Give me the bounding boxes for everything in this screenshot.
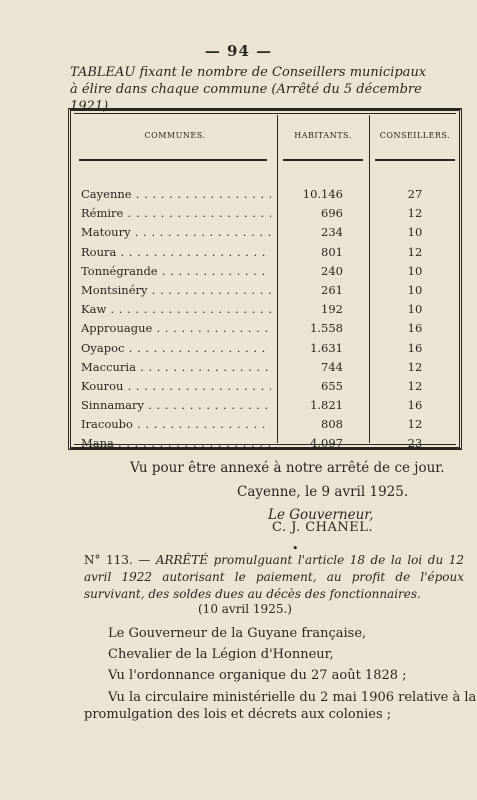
header-rule [79, 159, 267, 161]
habitants-value: 1.631 [310, 340, 343, 355]
conseillers-value: 10 [407, 225, 423, 240]
table-row [71, 262, 459, 281]
governor-title: Le Gouverneur, [268, 507, 374, 523]
conseillers-value: 16 [407, 340, 423, 355]
table-row [71, 434, 459, 453]
habitants-value: 4.097 [310, 436, 343, 451]
commune-name: Maccuria . . . [81, 358, 271, 377]
commune-name: Matoury . . . [81, 223, 271, 242]
habitants-value: 744 [321, 359, 343, 374]
communes-table [68, 108, 462, 450]
conseillers-value: 12 [407, 206, 423, 221]
conseillers-value: 10 [407, 302, 423, 317]
commune-name: Iracoubo . . . [81, 415, 271, 434]
header-communes: COMMUNES. [144, 131, 206, 140]
habitants-value: 808 [321, 417, 343, 432]
header-rule [283, 159, 363, 161]
conseillers-value: 12 [407, 417, 423, 432]
table-row [71, 281, 459, 300]
page-number: — 94 — [204, 42, 273, 60]
conseillers-value: 16 [407, 398, 423, 413]
table-row [71, 204, 459, 223]
habitants-value: 10.146 [302, 187, 343, 201]
caption-line-2: à élire dans chaque commune (Arrêté du 5 décembre 1921). [70, 82, 422, 114]
annex-text: Vu pour être annexé à notre arrêté de ce jour. [130, 460, 445, 476]
conseillers-value: 10 [407, 263, 423, 278]
table-row [71, 358, 459, 377]
place-date: Cayenne, le 9 avril 1925. [237, 484, 409, 500]
commune-name: Sinnamary . . . [81, 396, 271, 415]
commune-name: Oyapoc . . . [81, 339, 271, 358]
table-row [71, 185, 459, 204]
table-row [71, 319, 459, 338]
body-line-4: Vu la circulaire ministérielle du 2 mai 1906 relative à la [108, 690, 477, 705]
habitants-value: 655 [321, 378, 343, 393]
table-row [71, 339, 459, 358]
habitants-value: 696 [321, 206, 343, 221]
commune-name: Roura . . . [81, 243, 271, 262]
separator-mark: • [292, 542, 299, 555]
habitants-value: 1.558 [310, 321, 343, 336]
table-row [71, 223, 459, 242]
body-line-5: promulgation des lois et décrets aux colonies ; [84, 707, 392, 722]
table-row [71, 415, 459, 434]
commune-name: Approuague . . . [81, 319, 271, 338]
arrete-title: ARRÊTÉ promulguant l'article 18 de la loi du 12 avril 1922 autorisant le paiement, au profit de l'époux survivant, des soldes dues au décès des fonctionnaires. [84, 553, 464, 601]
commune-name: Rémire . . . [81, 204, 271, 223]
habitants-value: 192 [321, 302, 343, 317]
arrete-heading [84, 552, 464, 603]
caption-line-1: TABLEAU fixant le nombre de Conseillers municipaux [70, 65, 427, 80]
body-line-2: Chevalier de la Légion d'Honneur, [108, 647, 334, 662]
body-line-1: Le Gouverneur de la Guyane française, [108, 626, 367, 641]
commune-name: Kaw . . . [81, 300, 271, 319]
commune-name: Kourou . . . [81, 377, 271, 396]
conseillers-value: 23 [407, 436, 423, 451]
habitants-value: 1.821 [310, 398, 343, 413]
table-body [71, 185, 459, 454]
table-row [71, 377, 459, 396]
commune-name: Cayenne . . . [81, 185, 271, 204]
conseillers-value: 12 [407, 378, 423, 393]
table-row [71, 300, 459, 319]
table-row [71, 396, 459, 415]
conseillers-value: 16 [407, 321, 423, 336]
habitants-value: 234 [321, 225, 343, 240]
header-conseillers: CONSEILLERS. [379, 131, 451, 140]
conseillers-value: 10 [407, 282, 423, 297]
conseillers-value: 12 [407, 359, 423, 374]
arrete-number: N° 113. — [84, 553, 151, 567]
conseillers-value: 27 [407, 187, 423, 201]
habitants-value: 261 [321, 282, 343, 297]
habitants-value: 801 [321, 244, 343, 259]
commune-name: Montsinéry . . . [81, 281, 271, 300]
commune-name: Tonnégrande . . . [81, 262, 271, 281]
habitants-value: 240 [321, 263, 343, 278]
conseillers-value: 12 [407, 244, 423, 259]
header-rule [375, 159, 455, 161]
table-row [71, 243, 459, 262]
commune-name: Mana . . . [81, 434, 271, 453]
header-habitants: HABITANTS. [294, 131, 352, 140]
arrete-date: (10 avril 1925.) [198, 602, 292, 616]
body-line-3: Vu l'ordonnance organique du 27 août 1828 ; [108, 668, 407, 683]
signature: C. J. CHANEL. [272, 520, 374, 535]
